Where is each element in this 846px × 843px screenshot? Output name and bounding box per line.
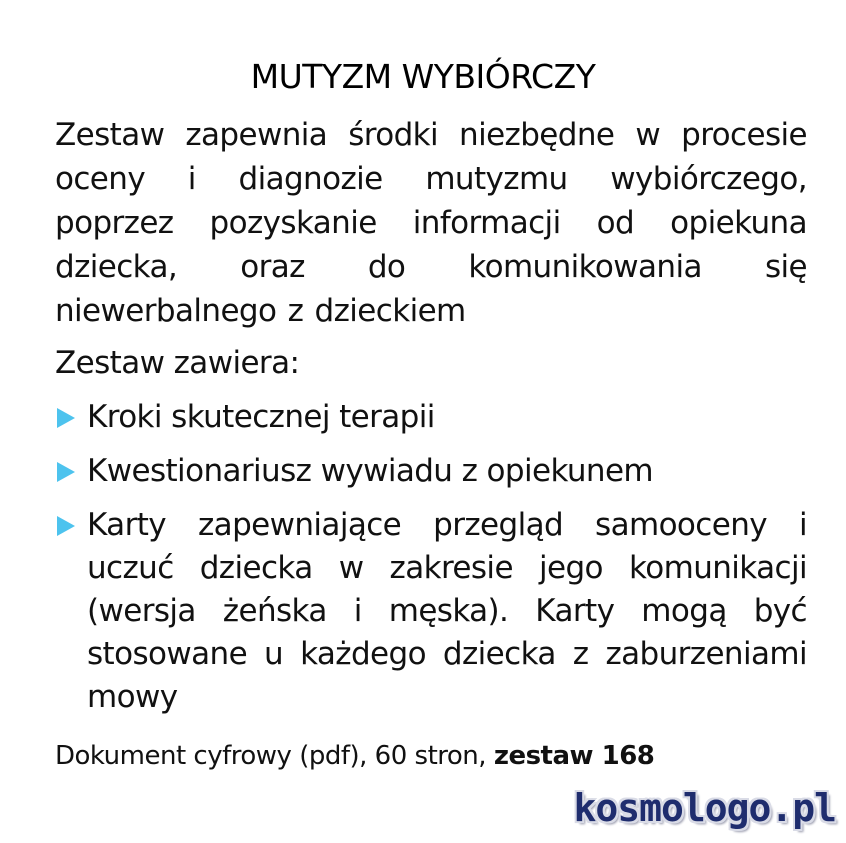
intro-paragraph: Zestaw zapewnia środki niezbędne w procesie oceny i diagnozie mutyzmu wybiórczego, poprzez pozyskanie informacji od opiekuna dziecka, oraz do komunikowania się niewerbalnego z dzieckiem <box>55 117 807 329</box>
triangle-bullet-icon <box>57 408 75 428</box>
set-number: zestaw 168 <box>493 741 655 771</box>
contains-label: Zestaw zawiera: <box>55 345 300 381</box>
triangle-bullet-icon <box>57 516 75 536</box>
brand-logo: kosmologo.pl <box>573 786 836 830</box>
list-item-text: Karty zapewniające przegląd samooceny i uczuć dziecka w zakresie jego komunikacji (wersja żeńska i męska). Karty mogą być stosowane u każdego dziecka z zaburzeniami mowy <box>87 507 807 715</box>
list-item-text: Kwestionariusz wywiadu z opiekunem <box>87 453 654 489</box>
contents-list <box>55 396 807 730</box>
document-info-text: Dokument cyfrowy (pdf), 60 stron, <box>55 741 494 771</box>
triangle-bullet-icon <box>57 462 75 482</box>
document-info <box>55 736 654 776</box>
list-item-text: Kroki skutecznej terapii <box>87 399 435 435</box>
page-title: MUTYZM WYBIÓRCZY <box>250 57 596 96</box>
list-item <box>55 450 807 493</box>
list-item <box>55 396 807 439</box>
list-item <box>55 504 807 719</box>
